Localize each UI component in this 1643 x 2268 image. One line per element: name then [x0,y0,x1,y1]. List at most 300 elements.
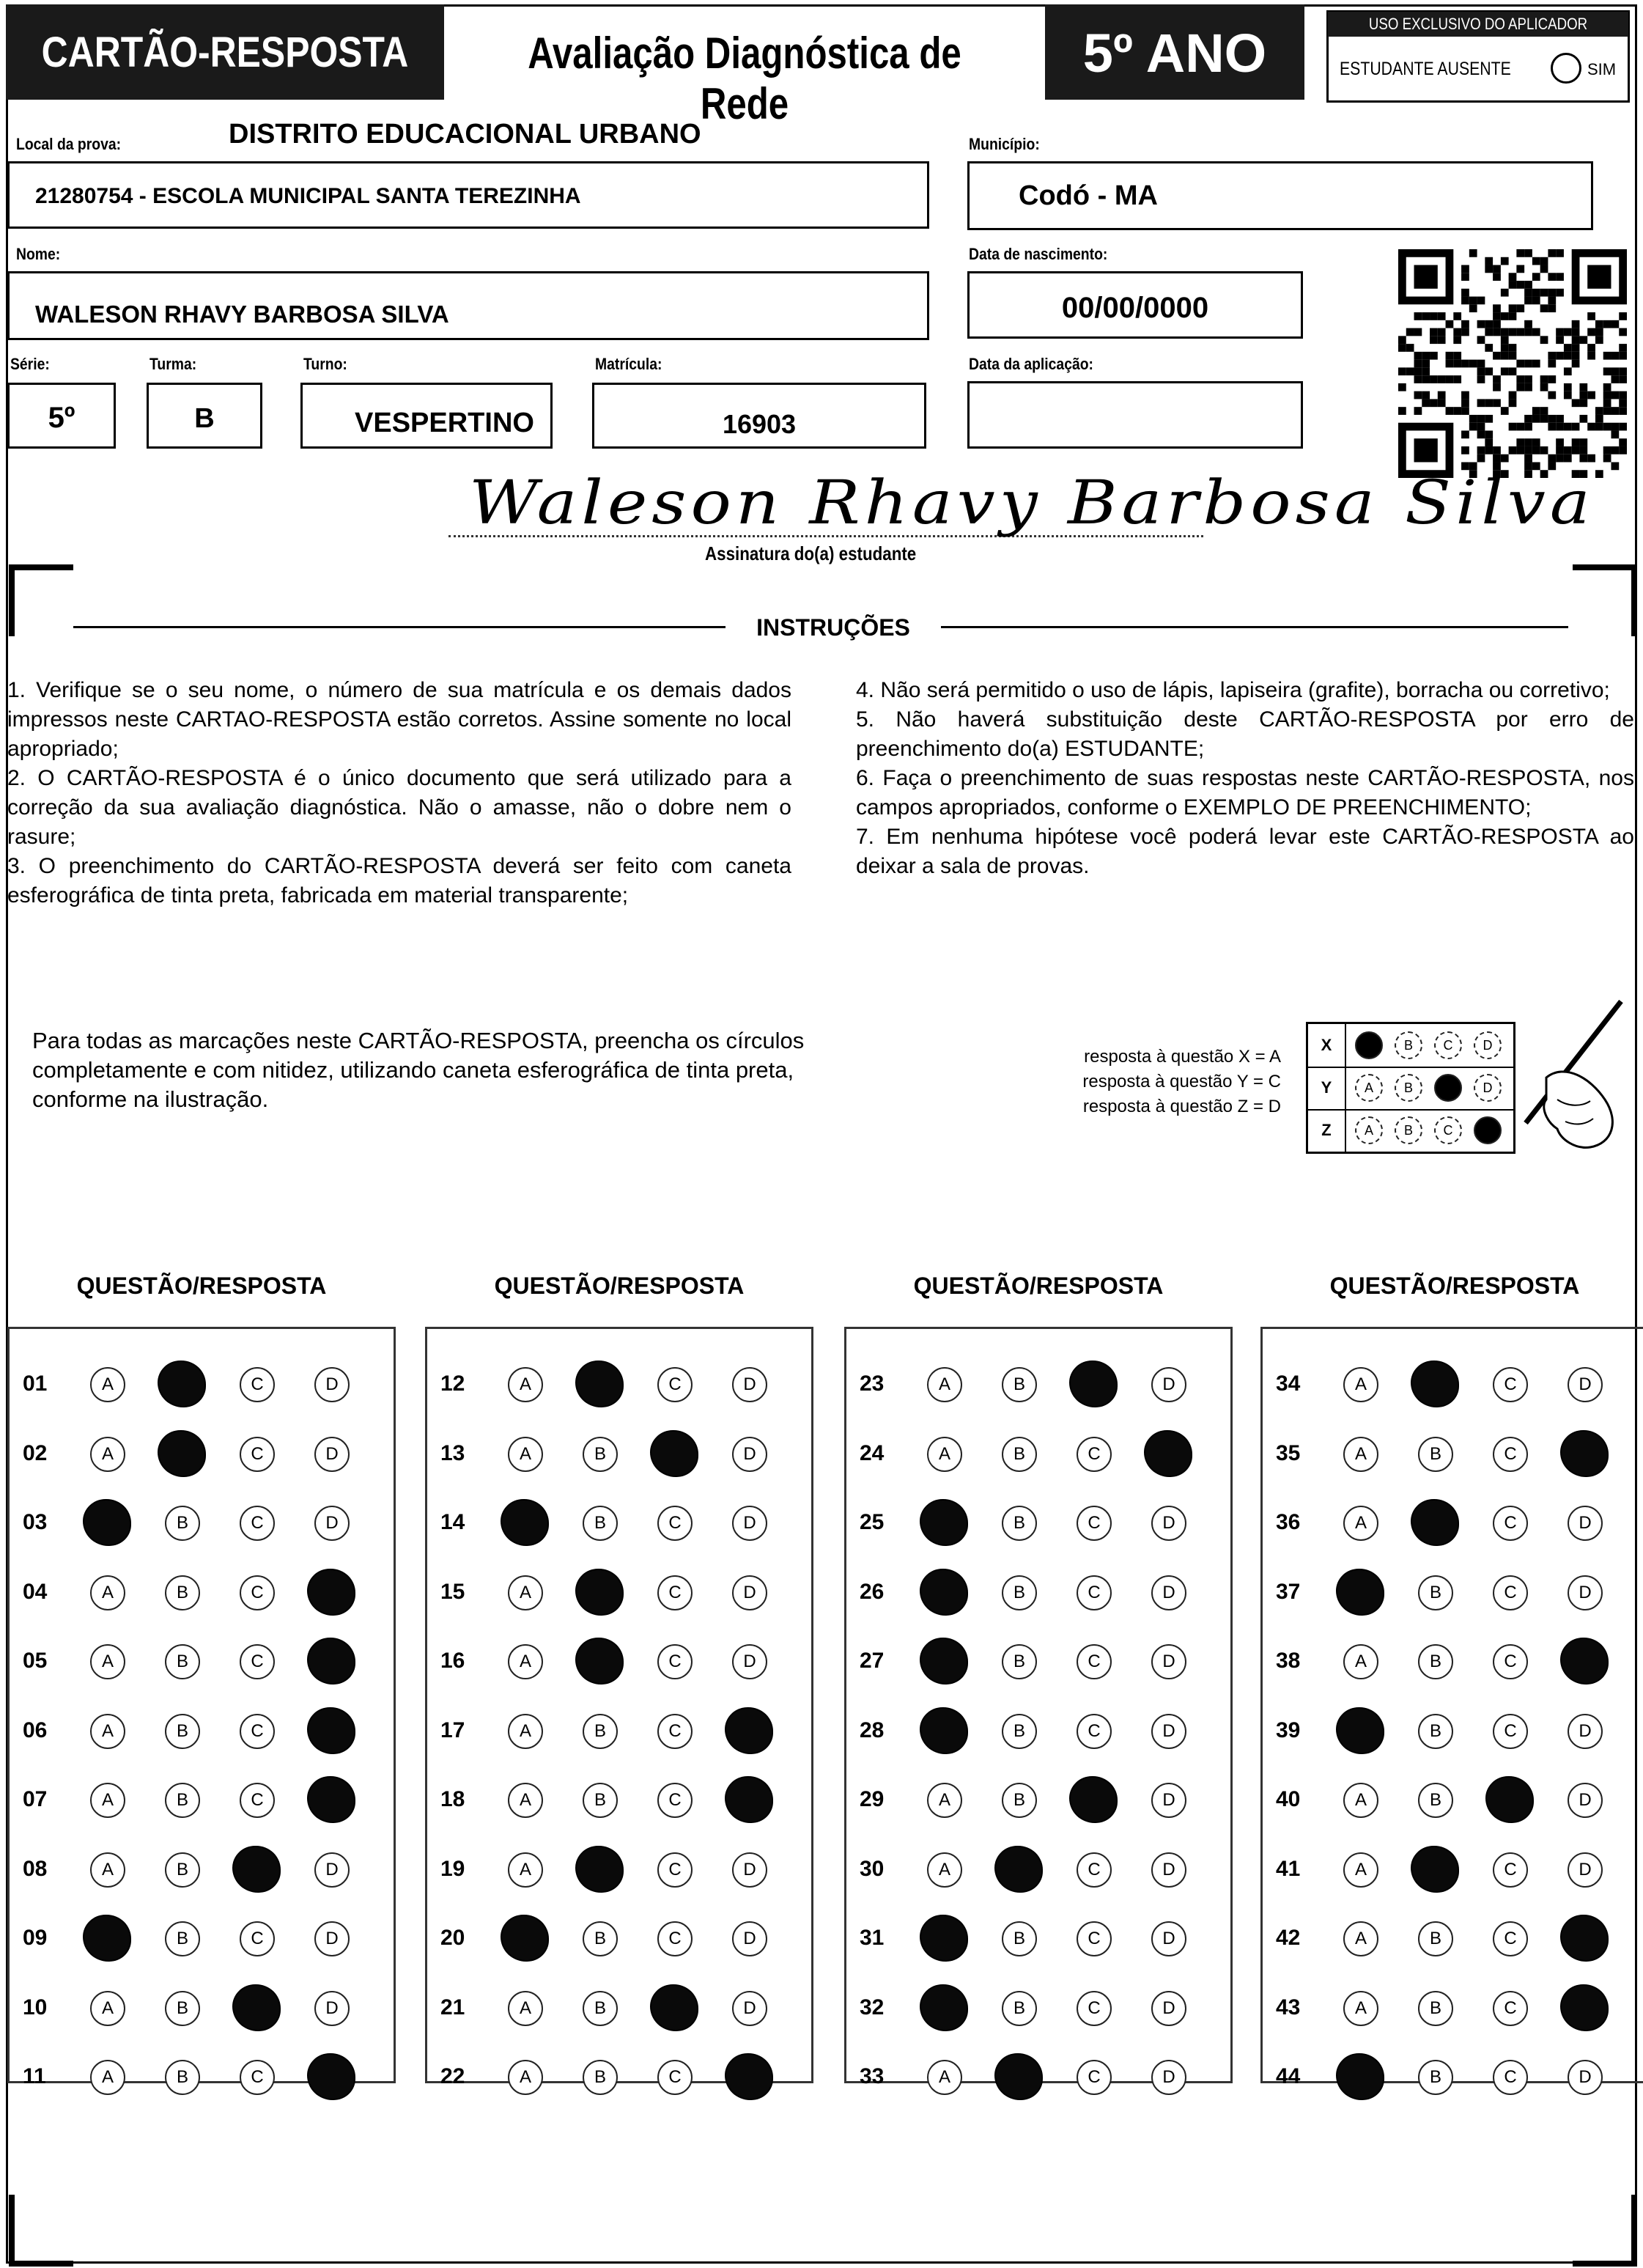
answer-bubble-d[interactable]: D [1151,1575,1186,1610]
question-number: 08 [23,1856,48,1881]
answer-bubble-a[interactable]: A [90,1991,125,2026]
answer-row [427,2055,811,2099]
answer-bubble-c[interactable]: C [657,1921,693,1956]
question-number: 31 [860,1926,885,1950]
answer-bubble-a[interactable]: A [90,2060,125,2095]
answer-bubble-a[interactable] [920,1499,968,1546]
example-text: Para todas as marcações neste CARTÃO-RESPOSTA, preencha os círculos completamente e com nitidez, utilizando caneta esferográfica de tinta preta, conforme na ilustração. [32,1028,805,1112]
answer-bubble-b[interactable] [1411,1361,1459,1407]
question-number: 23 [860,1372,885,1396]
answer-bubble-c[interactable]: C [657,1367,693,1402]
answer-bubble-b[interactable]: B [583,1506,618,1541]
answer-bubble-b[interactable]: B [1002,1783,1037,1818]
answer-bubble-c[interactable] [650,1430,698,1477]
answer-bubble-d[interactable] [307,1638,355,1685]
example-grid [1306,1022,1515,1154]
answer-bubble-b[interactable] [575,1638,624,1685]
answer-bubble-d[interactable]: D [732,1852,767,1888]
answer-bubble-c[interactable]: C [1077,1575,1112,1610]
answer-bubble-b[interactable]: B [165,1506,200,1541]
answer-bubble-d[interactable] [307,1776,355,1823]
answer-column-header: QUESTÃO/RESPOSTA [76,1273,327,1299]
answer-bubble-c[interactable]: C [240,1575,275,1610]
answer-bubble-c[interactable]: C [1077,1852,1112,1888]
answer-bubble-a[interactable] [1336,1569,1384,1616]
answer-bubble-c[interactable]: C [657,1852,693,1888]
answer-bubble-d[interactable]: D [1151,2060,1186,2095]
answer-row [427,1778,811,1822]
answer-bubble-a[interactable]: A [508,1783,543,1818]
answer-bubble-d[interactable]: D [1151,1852,1186,1888]
question-number: 06 [23,1717,48,1742]
question-number: 07 [23,1787,48,1811]
nome-value: WALESON RHAVY BARBOSA SILVA [35,301,449,328]
answer-bubble-a[interactable]: A [508,1437,543,1472]
question-number: 38 [1276,1649,1301,1673]
instruction-item: 6. Faça o preenchimento de suas respostas neste CARTÃO-RESPOSTA, nos campos apropriados, conforme o EXEMPLO DE PREENCHIMENTO; [856,766,1634,820]
answer-bubble-a[interactable] [920,1915,968,1962]
answer-bubble-b[interactable] [1411,1846,1459,1893]
turma-label: Turma: [149,355,197,373]
answer-bubble-d[interactable] [1560,1430,1609,1477]
serie-value: 5º [48,402,75,434]
answer-bubble-c[interactable]: C [240,1437,275,1472]
answer-bubble-b[interactable] [575,1846,624,1893]
answer-bubble-c[interactable]: C [1493,1644,1528,1679]
answer-bubble-d[interactable]: D [1151,1506,1186,1541]
answer-bubble-a[interactable] [920,1638,968,1685]
municipio-label: Município: [969,135,1040,153]
example-bubble-d: D [1474,1074,1502,1102]
answer-bubble-c[interactable] [232,1846,281,1893]
turma-value: B [194,403,215,434]
answer-bubble-b[interactable]: B [1002,1437,1037,1472]
answer-bubble-d[interactable]: D [314,1852,350,1888]
answer-row [1263,1640,1643,1684]
answer-bubble-a[interactable] [501,1915,549,1962]
answer-bubble-d[interactable]: D [1568,1714,1603,1749]
grade-label: 5º ANO [1082,23,1267,84]
serie-label: Série: [10,355,50,373]
answer-row [1263,1501,1643,1545]
answer-row [1263,2055,1643,2099]
answer-row [846,1778,1230,1822]
absent-checkbox[interactable] [1551,53,1581,84]
answer-row [10,1917,394,1961]
answer-bubble-d[interactable]: D [1568,2060,1603,2095]
answer-bubble-c[interactable] [1069,1361,1118,1407]
answer-bubble-d[interactable]: D [314,1437,350,1472]
answer-bubble-b[interactable]: B [1002,1575,1037,1610]
answer-bubble-a[interactable]: A [508,2060,543,2095]
answer-bubble-d[interactable]: D [1568,1506,1603,1541]
example-bubble-c: C [1434,1116,1462,1144]
answer-bubble-b[interactable] [158,1361,206,1407]
answer-bubble-d[interactable]: D [1151,1714,1186,1749]
question-number: 19 [440,1856,465,1881]
answer-bubble-b[interactable]: B [583,1921,618,1956]
example-row [1308,1024,1513,1068]
answer-bubble-a[interactable]: A [1343,1644,1378,1679]
answer-row [1263,1778,1643,1822]
answer-bubble-c[interactable]: C [1077,1714,1112,1749]
answer-bubble-c[interactable]: C [657,1783,693,1818]
answer-bubble-b[interactable]: B [165,1644,200,1679]
exam-title: Avaliação Diagnóstica de Rede [528,29,961,128]
answer-bubble-b[interactable]: B [1002,1367,1037,1402]
answer-bubble-c[interactable]: C [240,1506,275,1541]
corner-mark-tl [9,564,73,636]
qr-code [1398,249,1627,478]
corner-mark-bl [9,2195,73,2267]
answer-bubble-b[interactable]: B [1002,1644,1037,1679]
answer-bubble-d[interactable]: D [314,1506,350,1541]
answer-bubble-a[interactable]: A [1343,1921,1378,1956]
answer-bubble-c[interactable]: C [1493,1506,1528,1541]
answer-bubble-a[interactable]: A [90,1714,125,1749]
answer-bubble-d[interactable]: D [1151,1991,1186,2026]
answer-bubble-d[interactable] [1560,1984,1609,2031]
answer-bubble-a[interactable] [83,1499,131,1546]
absent-label: ESTUDANTE AUSENTE [1340,59,1511,79]
signature-text: Waleson Rhavy Barbosa Silva [469,467,1595,538]
answer-row [1263,1709,1643,1753]
answer-bubble-a[interactable] [920,1984,968,2031]
answer-row [427,1987,811,2030]
answer-bubble-b[interactable]: B [1418,1644,1453,1679]
answer-bubble-a[interactable]: A [90,1367,125,1402]
answer-bubble-b[interactable] [994,2053,1043,2100]
answer-bubble-d[interactable]: D [732,1437,767,1472]
instruction-item: 3. O preenchimento do CARTÃO-RESPOSTA deverá ser feito com caneta esferográfica de tinta preta, fabricada em material transparente; [7,854,791,907]
answer-bubble-c[interactable]: C [1077,2060,1112,2095]
answer-bubble-b[interactable]: B [1418,1921,1453,1956]
answer-bubble-c[interactable]: C [657,2060,693,2095]
answer-bubble-d[interactable]: D [732,1991,767,2026]
answer-bubble-a[interactable]: A [90,1575,125,1610]
answer-column-3 [844,1327,1233,2088]
example-bubble-a: A [1355,1074,1383,1102]
question-number: 14 [440,1510,465,1534]
question-number: 12 [440,1372,465,1396]
question-number: 16 [440,1649,465,1673]
answer-bubble-c[interactable] [232,1984,281,2031]
answer-bubble-a[interactable]: A [90,1644,125,1679]
answer-bubble-b[interactable] [158,1430,206,1477]
answer-bubble-c[interactable] [1069,1776,1118,1823]
question-number: 41 [1276,1856,1301,1881]
answer-bubble-a[interactable]: A [1343,1783,1378,1818]
question-number: 05 [23,1649,48,1673]
aplicacao-label: Data da aplicação: [969,355,1094,373]
answer-column-2 [425,1327,813,2088]
answer-column-1 [7,1327,396,2088]
card-title: CARTÃO-RESPOSTA [41,29,409,76]
answer-bubble-c[interactable]: C [1493,1575,1528,1610]
answer-bubble-b[interactable]: B [165,2060,200,2095]
answer-bubble-a[interactable] [1336,1707,1384,1754]
answer-bubble-b[interactable]: B [165,1575,200,1610]
nascimento-value: 00/00/0000 [1061,292,1209,324]
answer-bubble-a[interactable] [920,1707,968,1754]
answer-row [427,1571,811,1615]
answer-bubble-a[interactable]: A [508,1714,543,1749]
answer-row [846,1640,1230,1684]
answer-bubble-b[interactable]: B [1418,1437,1453,1472]
question-number: 33 [860,2064,885,2088]
answer-bubble-a[interactable] [83,1915,131,1962]
question-number: 44 [1276,2064,1301,2088]
answer-row [10,1432,394,1476]
answer-bubble-a[interactable] [920,1569,968,1616]
answer-bubble-d[interactable]: D [1568,1783,1603,1818]
answer-bubble-d[interactable]: D [732,1644,767,1679]
answer-bubble-b[interactable] [994,1846,1043,1893]
answer-bubble-a[interactable]: A [90,1852,125,1888]
answer-bubble-a[interactable]: A [508,1991,543,2026]
answer-bubble-b[interactable]: B [583,1991,618,2026]
answer-bubble-a[interactable]: A [508,1852,543,1888]
answer-bubble-d[interactable]: D [314,1991,350,2026]
answer-bubble-c[interactable]: C [240,1783,275,1818]
instructions-rule-left [73,626,725,628]
answer-bubble-a[interactable]: A [90,1437,125,1472]
answer-bubble-c[interactable]: C [657,1575,693,1610]
answer-bubble-d[interactable]: D [1151,1921,1186,1956]
answer-bubble-d[interactable]: D [732,1506,767,1541]
answer-bubble-a[interactable]: A [1343,1506,1378,1541]
answer-bubble-b[interactable]: B [583,1714,618,1749]
answer-bubble-b[interactable]: B [1002,1921,1037,1956]
example-bubble-c [1434,1074,1462,1102]
question-number: 03 [23,1510,48,1534]
answer-bubble-a[interactable]: A [927,1783,962,1818]
answer-bubble-d[interactable] [725,1776,773,1823]
answer-bubble-d[interactable]: D [1151,1367,1186,1402]
answer-bubble-b[interactable] [575,1361,624,1407]
answer-bubble-b[interactable]: B [165,1991,200,2026]
answer-bubble-c[interactable]: C [1493,2060,1528,2095]
answer-bubble-a[interactable]: A [508,1644,543,1679]
answer-bubble-d[interactable] [307,1707,355,1754]
answer-bubble-d[interactable]: D [732,1575,767,1610]
answer-bubble-a[interactable]: A [927,2060,962,2095]
answer-bubble-b[interactable]: B [583,2060,618,2095]
answer-bubble-a[interactable]: A [927,1367,962,1402]
answer-bubble-b[interactable]: B [165,1783,200,1818]
answer-bubble-b[interactable]: B [165,1852,200,1888]
answer-bubble-b[interactable]: B [583,1783,618,1818]
answer-bubble-b[interactable]: B [1418,1783,1453,1818]
question-number: 35 [1276,1440,1301,1465]
answer-bubble-c[interactable]: C [1493,1991,1528,2026]
answer-bubble-a[interactable]: A [508,1367,543,1402]
answer-bubble-c[interactable]: C [1493,1714,1528,1749]
answer-row [427,1501,811,1545]
answer-row [427,1709,811,1753]
answer-bubble-b[interactable] [1411,1499,1459,1546]
instruction-item: 2. O CARTÃO-RESPOSTA é o único documento que será utilizado para a correção da sua avaliação diagnóstica. Não o amasse, não o dobre nem o rasure; [7,766,791,849]
example-bubble-d: D [1474,1031,1502,1059]
answer-bubble-d[interactable]: D [314,1921,350,1956]
aplicacao-field[interactable] [967,381,1303,449]
answer-row [846,1987,1230,2030]
answer-bubble-b[interactable]: B [165,1714,200,1749]
answer-bubble-d[interactable]: D [1151,1783,1186,1818]
example-bubble-b: B [1395,1031,1422,1059]
district-name: DISTRITO EDUCACIONAL URBANO [229,119,701,150]
question-number: 21 [440,1995,465,2020]
answer-bubble-a[interactable]: A [927,1437,962,1472]
answer-row [427,1640,811,1684]
answer-bubble-c[interactable]: C [1077,1506,1112,1541]
answer-bubble-d[interactable] [307,1569,355,1616]
question-number: 22 [440,2064,465,2088]
answer-bubble-c[interactable]: C [1077,1644,1112,1679]
answer-bubble-b[interactable]: B [1418,2060,1453,2095]
answer-bubble-b[interactable]: B [165,1921,200,1956]
answer-row [1263,1432,1643,1476]
signature-handwriting [469,467,1595,537]
answer-row [846,1571,1230,1615]
applicator-title: USO EXCLUSIVO DO APLICADOR [1368,15,1588,33]
answer-row [10,2055,394,2099]
answer-row [10,1571,394,1615]
answer-bubble-a[interactable]: A [1343,1852,1378,1888]
example-legend [1039,1045,1281,1119]
answer-bubble-d[interactable] [1144,1430,1192,1477]
answer-bubble-a[interactable]: A [508,1575,543,1610]
answer-column-header: QUESTÃO/RESPOSTA [913,1273,1164,1299]
answer-bubble-b[interactable]: B [1002,1991,1037,2026]
answer-bubble-a[interactable]: A [1343,1367,1378,1402]
answer-row [846,1709,1230,1753]
corner-mark-tr [1573,564,1637,636]
answer-bubble-d[interactable] [307,2053,355,2100]
example-row [1308,1109,1513,1152]
question-number: 43 [1276,1995,1301,2020]
question-number: 11 [23,2064,46,2088]
answer-bubble-c[interactable]: C [1493,1437,1528,1472]
answer-bubble-c[interactable] [650,1984,698,2031]
answer-bubble-b[interactable]: B [1002,1506,1037,1541]
answer-bubble-a[interactable] [501,1499,549,1546]
answer-column-header: QUESTÃO/RESPOSTA [494,1273,745,1299]
matricula-label: Matrícula: [595,355,662,373]
instructions-rule-right [941,626,1568,628]
question-number: 36 [1276,1510,1301,1534]
answer-row [427,1917,811,1961]
answer-row [10,1501,394,1545]
answer-bubble-c[interactable]: C [1493,1921,1528,1956]
question-number: 27 [860,1649,885,1673]
answer-bubble-c[interactable]: C [240,1714,275,1749]
answer-bubble-c[interactable]: C [1493,1367,1528,1402]
answer-bubble-a[interactable]: A [90,1783,125,1818]
absent-option-label: SIM [1587,60,1617,78]
answer-bubble-b[interactable]: B [583,1437,618,1472]
question-number: 32 [860,1995,885,2020]
answer-row [10,1778,394,1822]
answer-bubble-c[interactable]: C [1077,1991,1112,2026]
answer-bubble-c[interactable]: C [1493,1852,1528,1888]
answer-bubble-b[interactable]: B [1418,1991,1453,2026]
answer-bubble-d[interactable]: D [1151,1644,1186,1679]
question-number: 20 [440,1926,465,1950]
answer-bubble-b[interactable]: B [1002,1714,1037,1749]
example-bubble-a: A [1355,1116,1383,1144]
example-bubble-b: B [1395,1116,1422,1144]
answer-row [1263,1571,1643,1615]
corner-mark-br [1573,2195,1637,2267]
answer-bubble-c[interactable]: C [240,1367,275,1402]
question-number: 29 [860,1787,885,1811]
answer-row [427,1848,811,1892]
instruction-item: 1. Verifique se o seu nome, o número de sua matrícula e os demais dados impressos neste CARTAO-RESPOSTA estão corretos. Assine somente no local apropriado; [7,678,791,761]
answer-row [10,1848,394,1892]
answer-bubble-c[interactable]: C [657,1714,693,1749]
answer-bubble-b[interactable] [575,1569,624,1616]
answer-bubble-d[interactable] [1560,1915,1609,1962]
answer-bubble-c[interactable]: C [657,1644,693,1679]
example-row-label: Z [1308,1109,1346,1152]
answer-bubble-d[interactable]: D [1568,1852,1603,1888]
answer-bubble-c[interactable]: C [240,1921,275,1956]
answer-bubble-d[interactable]: D [1568,1367,1603,1402]
instructions-left [7,676,791,910]
question-number: 40 [1276,1787,1301,1811]
question-number: 15 [440,1579,465,1604]
question-number: 26 [860,1579,885,1604]
question-number: 13 [440,1440,465,1465]
nome-label: Nome: [16,245,61,263]
instruction-item: 5. Não haverá substituição deste CARTÃO-RESPOSTA por erro de preenchimento do(a) ESTUDANTE; [856,707,1634,761]
answer-bubble-d[interactable]: D [314,1367,350,1402]
answer-bubble-d[interactable]: D [1568,1575,1603,1610]
answer-bubble-c[interactable]: C [657,1506,693,1541]
answer-bubble-d[interactable] [725,2053,773,2100]
nascimento-label: Data de nascimento: [969,245,1108,263]
answer-bubble-c[interactable]: C [240,1644,275,1679]
answer-bubble-a[interactable]: A [927,1852,962,1888]
answer-row [427,1432,811,1476]
answer-row [10,1987,394,2030]
answer-bubble-d[interactable]: D [732,1921,767,1956]
example-row-label: X [1308,1024,1346,1067]
answer-row [1263,1363,1643,1407]
answer-bubble-d[interactable] [725,1707,773,1754]
answer-bubble-b[interactable]: B [1418,1575,1453,1610]
question-number: 18 [440,1787,465,1811]
answer-row [10,1363,394,1407]
example-legend-line: resposta à questão Z = D [1082,1097,1281,1116]
answer-bubble-c[interactable] [1485,1776,1534,1823]
answer-bubble-c[interactable]: C [1077,1921,1112,1956]
answer-bubble-b[interactable]: B [1418,1714,1453,1749]
question-number: 10 [23,1995,48,2020]
answer-bubble-a[interactable]: A [1343,1991,1378,2026]
answer-row [1263,1848,1643,1892]
answer-bubble-c[interactable]: C [1077,1437,1112,1472]
answer-bubble-a[interactable] [1336,2053,1384,2100]
answer-bubble-c[interactable]: C [240,2060,275,2095]
answer-bubble-d[interactable] [1560,1638,1609,1685]
answer-bubble-d[interactable]: D [732,1367,767,1402]
municipio-value: Codó - MA [1019,180,1158,211]
question-number: 17 [440,1717,465,1742]
answer-bubble-a[interactable]: A [1343,1437,1378,1472]
answer-row [1263,1917,1643,1961]
